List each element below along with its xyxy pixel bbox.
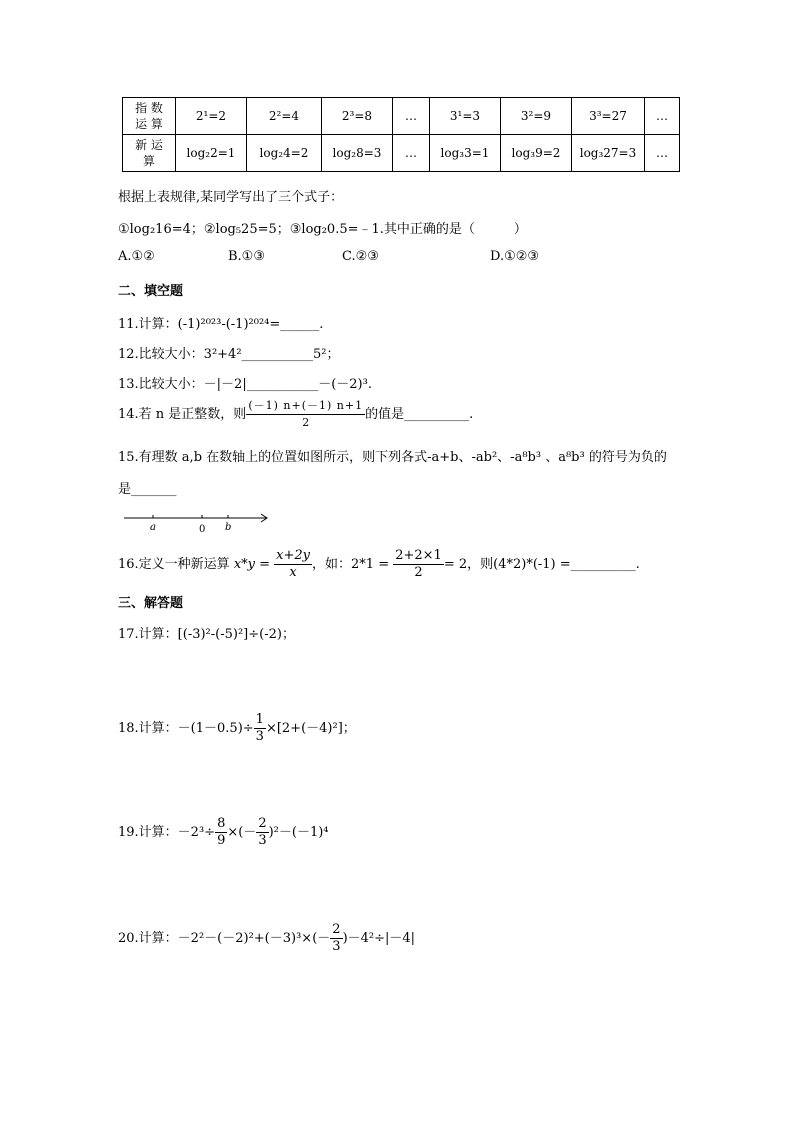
- q14-prefix: 14.若 n 是正整数，则: [118, 407, 247, 422]
- q10-option-a: A.①②: [118, 249, 155, 264]
- q10-option-b: B.①③: [228, 249, 265, 264]
- table-row-header: [123, 98, 176, 135]
- q14-suffix: 的值是__________.: [365, 407, 474, 422]
- table-cell: …: [645, 98, 680, 135]
- q10-option-c: C.②③: [342, 249, 379, 264]
- q16-mid: ，如：2*1 =: [312, 557, 390, 572]
- section-heading-answer: 三、解答题: [118, 596, 184, 611]
- question-16: [118, 548, 640, 581]
- q16-fraction-2: [393, 548, 444, 581]
- q19-num2: 2: [258, 816, 267, 831]
- q16-prefix: 16.定义一种新运算: [118, 557, 230, 572]
- q20-den: 3: [332, 939, 341, 954]
- section-heading-fill: 二、填空题: [118, 284, 184, 299]
- q20-suffix: )－4²÷|－4|: [342, 931, 416, 946]
- question-15-line2: 是_______: [118, 482, 177, 497]
- q20-num: 2: [332, 922, 341, 937]
- header-line: 新 运: [135, 138, 163, 152]
- q19-suffix: )²－(－1)⁴: [268, 825, 329, 840]
- q18-prefix: 18.计算：－(1－0.5)÷: [118, 721, 254, 736]
- table-cell: 2²=4: [247, 98, 322, 135]
- table-cell: …: [393, 98, 430, 135]
- q18-num: 1: [255, 712, 264, 727]
- label-zero: 0: [199, 524, 206, 535]
- header-line: 算: [142, 154, 155, 168]
- q16-tail: = 2，则(4*2)*(-1) =__________.: [443, 557, 640, 572]
- table-cell: 2¹=2: [176, 98, 247, 135]
- table-cell: log₃3=1: [430, 135, 501, 172]
- question-19: [118, 816, 329, 849]
- q19-den: 9: [217, 833, 226, 848]
- table-cell: log₂4=2: [247, 135, 322, 172]
- q20-fraction: [330, 922, 342, 955]
- q10-option-d: D.①②③: [490, 249, 540, 264]
- q19-num: 8: [217, 816, 226, 831]
- question-18: [118, 712, 356, 745]
- table-cell: 3²=9: [501, 98, 572, 135]
- label-b: b: [225, 522, 232, 533]
- question-11: 11.计算：(-1)²⁰²³-(-1)²⁰²⁴=______.: [118, 317, 324, 332]
- question-14: [118, 398, 473, 431]
- table-cell: 3¹=3: [430, 98, 501, 135]
- q19-fraction-2: [256, 816, 268, 849]
- question-15-line1: 15.有理数 a,b 在数轴上的位置如图所示，则下列各式-a+b、-ab²、-a⁸b³ 、a⁸b³ 的符号为负的: [118, 450, 667, 465]
- q18-fraction: [254, 712, 266, 745]
- table-cell: log₃27=3: [572, 135, 645, 172]
- table-row: [123, 135, 680, 172]
- q14-denominator: 2: [302, 416, 310, 429]
- table-cell: log₂8=3: [322, 135, 393, 172]
- label-a: a: [150, 522, 156, 533]
- q10-statement: ①log₂16=4；②log₅25=5；③log₂0.5=﹣1.其中正确的是（ ）: [118, 222, 527, 237]
- q16-num1: x+2y: [276, 548, 311, 563]
- q18-den: 3: [255, 729, 264, 744]
- q16-op: x*y =: [233, 557, 271, 572]
- question-20: [118, 922, 415, 955]
- header-line: 运 算: [135, 117, 163, 131]
- table-row-header: [123, 135, 176, 172]
- number-line: [118, 508, 278, 538]
- header-line: 指 数: [135, 101, 163, 115]
- table-cell: 2³=8: [322, 98, 393, 135]
- q19-mid: ×(－: [227, 825, 257, 840]
- table-cell: …: [645, 135, 680, 172]
- q16-fraction-1: [274, 548, 312, 581]
- q16-den1: x: [289, 565, 297, 580]
- q19-fraction-1: [215, 816, 227, 849]
- table-cell: log₂2=1: [176, 135, 247, 172]
- table-cell: 3³=27: [572, 98, 645, 135]
- q16-den2: 2: [414, 565, 423, 580]
- q14-fraction: [246, 398, 365, 431]
- q18-suffix: ×[2+(－4)²]；: [265, 721, 356, 736]
- table-cell: log₃9=2: [501, 135, 572, 172]
- question-17: 17.计算：[(-3)²-(-5)²]÷(-2)；: [118, 627, 295, 642]
- q19-prefix: 19.计算：－2³÷: [118, 825, 216, 840]
- q16-num2: 2+2×1: [395, 548, 442, 563]
- q19-den2: 3: [258, 833, 267, 848]
- q20-prefix: 20.计算：－2²－(－2)²+(－3)³×(－: [118, 931, 331, 946]
- rule-table: [122, 97, 680, 172]
- q14-numerator: (－1) n+(－1) n+1: [246, 398, 365, 415]
- table-cell: …: [393, 135, 430, 172]
- question-12: 12.比较大小：3²+4²___________5²；: [118, 347, 340, 362]
- question-13: 13.比较大小：－|－2|___________－(－2)³.: [118, 377, 372, 392]
- q10-intro: 根据上表规律,某同学写出了三个式子：: [118, 190, 344, 205]
- table-row: [123, 98, 680, 135]
